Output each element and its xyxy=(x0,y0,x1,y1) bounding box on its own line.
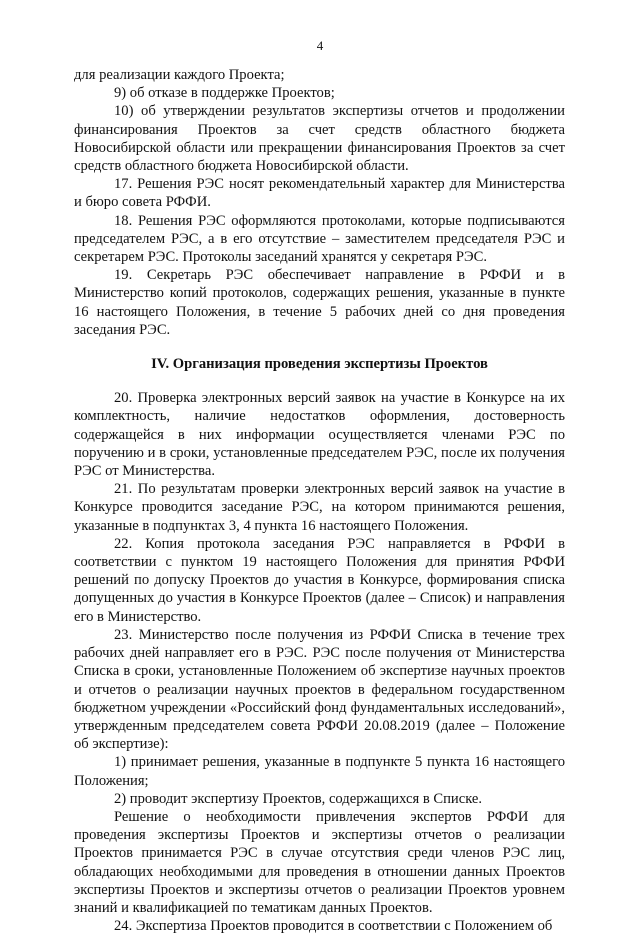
paragraph: 24. Экспертиза Проектов проводится в соответствии с Положением об xyxy=(114,918,553,935)
paragraph: для реализации каждого Проекта; xyxy=(74,67,285,83)
paragraph: 20. Проверка электронных версий заявок на участие в Конкурсе на их комплектность, наличие недостатков оформления, достоверность содержащейся в них информации осуществляется членами РЭС по поручению и в сроки, установленные председателем РЭС, после их получения РЭС от Министерства. xyxy=(74,390,565,480)
paragraph: 18. Решения РЭС оформляются протоколами, которые подписываются председателем РЭС, а в его отсутствие – заместителем председателя РЭС и секретарем РЭС. Протоколы заседаний хранятся у секретаря РЭС. xyxy=(74,212,565,266)
paragraph: 23. Министерство после получения из РФФИ Списка в течение трех рабочих дней направляет его в РЭС. РЭС после получения от Министерства Списка в сроки, установленные Положением об экспертизе научных проектов и отчетов о реализации научных проектов в федеральном государственном бюджетном учреждении «Российский фонд фундаментальных исследований», утвержденным председателем совета РФФИ 20.08.2019 (далее – Положение об экспертизе): xyxy=(74,626,565,753)
paragraph: 2) проводит экспертизу Проектов, содержащихся в Списке. xyxy=(114,790,483,807)
paragraph: 21. По результатам проверки электронных версий заявок на участие в Конкурсе проводится заседание РЭС, на котором принимаются решения, указанные в подпунктах 3, 4 пункта 16 настоящего Положения. xyxy=(74,481,565,534)
paragraph: 1) принимает решения, указанные в подпункте 5 пункта 16 настоящего Положения; xyxy=(74,754,565,789)
paragraph: 9) об отказе в поддержке Проектов; xyxy=(114,85,335,102)
paragraphs-after-heading xyxy=(74,389,565,935)
section-heading: IV. Организация проведения экспертизы Проектов xyxy=(151,356,488,373)
paragraphs-before-heading xyxy=(74,66,565,339)
paragraph: 19. Секретарь РЭС обеспечивает направление в РФФИ и в Министерство копий протоколов, содержащих решения, указанные в пункте 16 настоящего Положения, в течение 5 рабочих дней со дня проведения заседания РЭС. xyxy=(74,267,565,338)
paragraph: Решение о необходимости привлечения экспертов РФФИ для проведения экспертизы Проектов и экспертизы отчетов о реализации Проектов принимается РЭС в случае отсутствия среди членов РЭС лиц, обладающих необходимыми для проведения в отношении данных Проектов экспертизы Проектов и экспертизы отчетов о реализации Проектов уровнем знаний и квалификацией по тематикам данных Проектов. xyxy=(74,808,565,916)
document-body xyxy=(74,66,565,935)
paragraph: 22. Копия протокола заседания РЭС направляется в РФФИ в соответствии с пунктом 19 настоящего Положения для принятия РФФИ решений по допуску Проектов до участия в Конкурсе, формирования списка допущенных до участия в Конкурсе Проектов (далее – Список) и направления его в Министерство. xyxy=(74,535,565,625)
page-number: 4 xyxy=(316,38,324,53)
paragraph: 17. Решения РЭС носят рекомендательный характер для Министерства и бюро совета РФФИ. xyxy=(74,176,565,211)
paragraph: 10) об утверждении результатов экспертизы отчетов и продолжении финансирования Проектов за счет средств областного бюджета Новосибирской области или прекращении финансирования Проектов за счет средств областного бюджета Новосибирской области. xyxy=(74,103,565,175)
